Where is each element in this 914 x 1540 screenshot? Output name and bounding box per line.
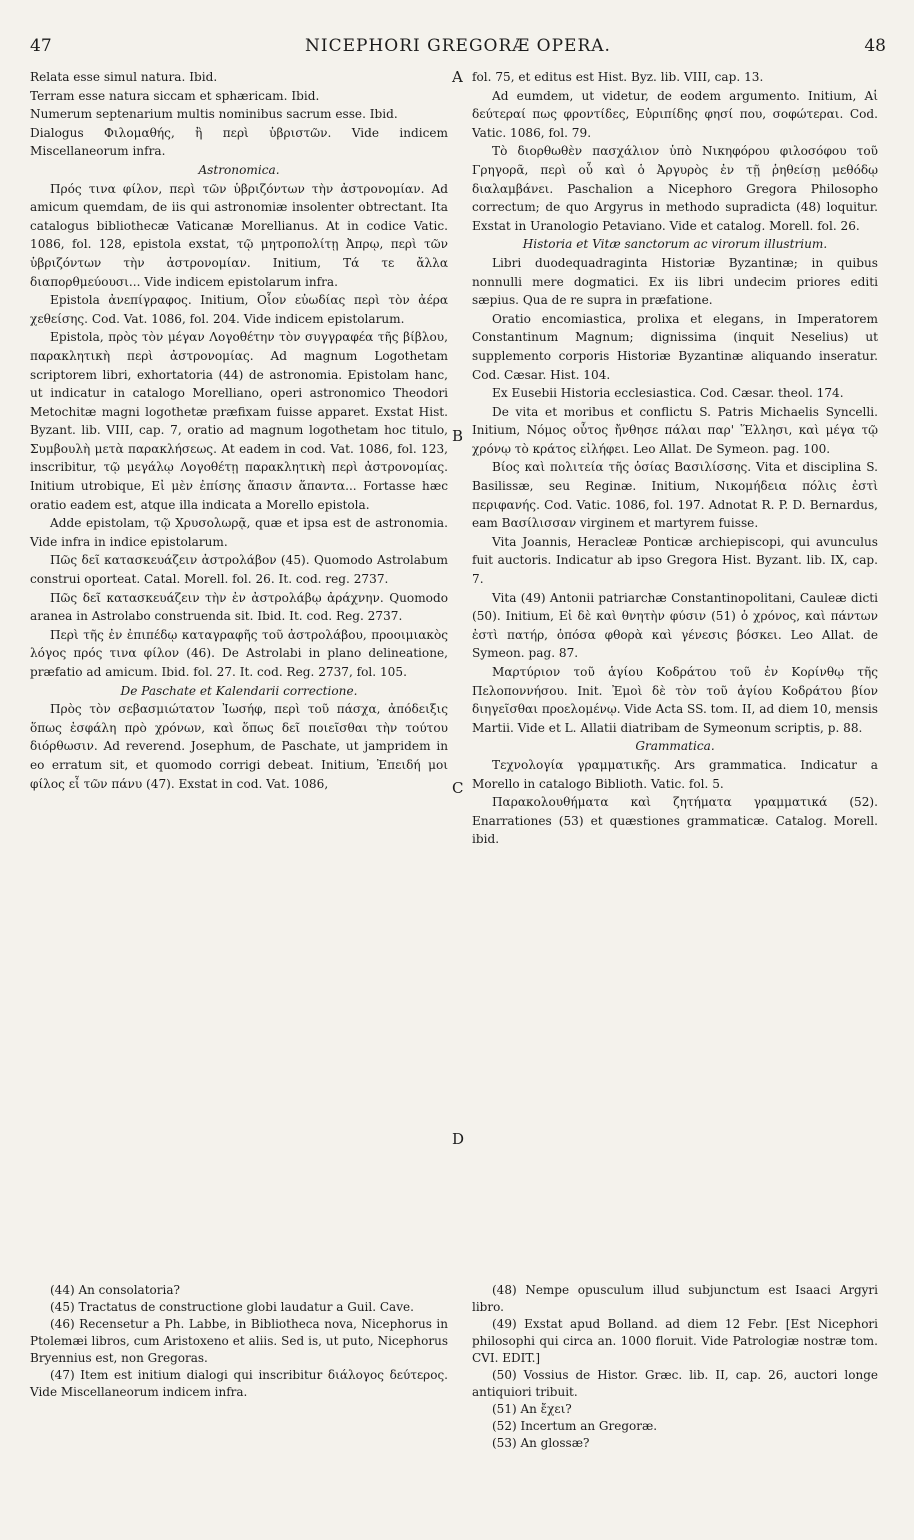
right-column — [472, 68, 878, 849]
paragraph: Πῶς δεῖ κατασκευάζειν τὴν ἐν ἀστρολάβῳ ἀράχνην. Quomodo aranea in Astrolabo construenda sit. Ibid. It. cod. Reg. 2737. — [30, 590, 448, 624]
paragraph: Μαρτύριον τοῦ ἁγίου Κοδράτου τοῦ ἐν Κορίνθῳ τῆς Πελοποννήσου. Init. Ἐμοὶ δὲ τὸν τοῦ ἁγίου Κοδράτου βίον διηγεῖσθαι προελομένῳ. Vide Acta SS. tom. II, ad diem 10, mensis Martii. Vide et L. Allatii diatribam de Symeonum scriptis, p. 88. — [472, 665, 878, 735]
paragraph: Historia et Vitæ sanctorum ac virorum illustrium. — [522, 237, 828, 252]
section-marker-b: B — [452, 427, 464, 445]
paragraph: Πρὸς τὸν σεβασμιώτατον Ἰωσήφ, περὶ τοῦ πάσχα, ἀπόδειξις ὅπως ἐσφάλη πρὸ χρόνων, καὶ ὅπως δεῖ ποιεῖσθαι τὴν τούτου διόρθωσιν. Ad reverend. Josephum, de Paschate, ut jampridem in eo erratum sit, et quomodo corrigi debeat. Initium, Ἐπειδή μοι φίλος εἶ τῶν πάνυ (47). Exstat in cod. Vat. 1086, — [30, 702, 448, 791]
paragraph: Βίος καὶ πολιτεία τῆς ὁσίας Βασιλίσσης. Vita et disciplina S. Basilissæ, seu Reginæ. Initium, Νικομήδεια πόλις ἐστὶ περιφανής. Cod. Vatic. 1086, fol. 197. Adnotat R. P. D. Bernardus, eam Βασίλισσαν virginem et martyrem fuisse. — [472, 460, 878, 531]
page-header — [30, 36, 886, 58]
paragraph: Vita (49) Antonii patriarchæ Constantinopolitani, Cauleæ dicti (50). Initium, Εἰ δὲ καὶ θνητὴν φύσιν (51) ὁ χρόνος, καὶ πάντων ἐστὶ πατήρ, ὁπόσα φθορὰ καὶ γένεσις βόσκει. Leo Allat. de Symeon. pag. 87. — [472, 590, 878, 661]
section-marker-c: C — [452, 779, 464, 797]
footnote: (52) Incertum an Gregoræ. — [492, 1419, 658, 1433]
paragraph: Ad eumdem, ut videtur, de eodem argumento. Initium, Αἱ δεύτεραί πως φροντίδες, Εὐριπίδης φησί που, σοφώτεραι. Cod. Vatic. 1086, fol. 79. — [472, 88, 878, 140]
paragraph: fol. 75, et editus est Hist. Byz. lib. VIII, cap. 13. — [472, 70, 764, 84]
paragraph: Libri duodequadraginta Historiæ Byzantinæ; in quibus nonnulli mere dogmatici. Ex iis libri undecim priores editi sæpius. Qua de re supra in præfatione. — [472, 255, 878, 308]
section-marker-d: D — [452, 1130, 465, 1148]
paragraph: Περὶ τῆς ἐν ἐπιπέδῳ καταγραφῆς τοῦ ἀστρολάβου, προοιμιακὸς λόγος πρός τινα φίλον (46). De Astrolabi in plano delineatione, præfatio ad amicum. Ibid. fol. 27. It. cod. Reg. 2737, fol. 105. — [30, 627, 448, 679]
footnote: (47) Item est initium dialogi qui inscribitur διάλογος δεύτερος. Vide Miscellaneorum indicem infra. — [30, 1368, 448, 1399]
left-column — [30, 68, 448, 793]
footnote: (44) An consolatoria? — [50, 1283, 180, 1297]
paragraph: Epistola ἀνεπίγραφος. Initium, Οἷον εὐωδίας περὶ τὸν ἀέρα χεθείσης. Cod. Vat. 1086, fol. 204. Vide indicem epistolarum. — [30, 293, 448, 326]
footnote: (48) Nempe opusculum illud subjunctum est Isaaci Argyri libro. — [472, 1283, 878, 1314]
paragraph: Oratio encomiastica, prolixa et elegans, in Imperatorem Constantinum Magnum; dignissima (inquit Neselius) ut supplemento corporis Historiæ Byzantinæ aliquando inseratur. Cod. Cæsar. Hist. 104. — [472, 311, 878, 382]
page-number-right: 48 — [864, 36, 886, 56]
paragraph: Epistola, πρὸς τὸν μέγαν Λογοθέτην τὸν συγγραφέα τῆς βίβλου, παρακλητικὴ περὶ ἀστρονομίας. Ad magnum Logothetam scriptorem libri, exhortatoria (44) de astronomia. Epistolam hanc, ut indicatur in catalogo Morelliano, operi astronomico Theodori Metochitæ magni logothetæ præfixam fuisse apparet. Exstat Hist. Byzant. lib. VIII, cap. 7, oratio ad magnum logothetam hoc titulo, Συμβουλὴ μετὰ παρακλήσεως. At eadem in cod. Vat. 1086, fol. 123, inscribitur, τῷ μεγάλῳ Λογοθέτῃ παρακλητικὴ περὶ ἀστρονομίας. Initium utrobique, Εἰ μὲν ἐπίσης ἅπασιν ἅπαντα... Fortasse hæc oratio eadem est, atque illa indicata a Morello epistola. — [30, 330, 448, 512]
paragraph: Τεχνολογία γραμματικῆς. Ars grammatica. Indicatur a Morello in catalogo Biblioth. Vatic. fol. 5. — [472, 757, 878, 791]
paragraph: Πῶς δεῖ κατασκευάζειν ἀστρολάβον (45). Quomodo Astrolabum construi oporteat. Catal. Morell. fol. 26. It. cod. reg. 2737. — [30, 553, 448, 587]
footnotes-right — [472, 1282, 878, 1452]
footnote: (46) Recensetur a Ph. Labbe, in Bibliotheca nova, Nicephorus in Ptolemæi libros, cum Aristoxeno et aliis. Sed is, ut puto, Nicephorus Bryennius est, non Gregoras. — [30, 1317, 448, 1365]
paragraph: Ex Eusebii Historia ecclesiastica. Cod. Cæsar. theol. 174. — [492, 386, 844, 401]
paragraph: De vita et moribus et conflictu S. Patris Michaelis Syncelli. Initium, Νόμος οὗτος ἤνθησε πάλαι παρ' Ἕλλησι, καὶ μέγα τῷ χρόνῳ τὸ κράτος εἰλήφει. Leo Allat. De Symeon. pag. 100. — [472, 404, 878, 456]
footnote: (50) Vossius de Histor. Græc. lib. II, cap. 26, auctori longe antiquiori tribuit. — [472, 1368, 878, 1399]
paragraph: Vita Joannis, Heracleæ Ponticæ archiepiscopi, qui avunculus fuit auctoris. Indicatur ab ipso Gregora Hist. Byzant. lib. IX, cap. 7. — [472, 534, 878, 587]
running-title: NICEPHORI GREGORÆ OPERA. — [305, 36, 611, 56]
paragraph: De Paschate et Kalendarii correctione. — [120, 683, 358, 698]
paragraph: Dialogus Φιλομαθής, ἢ περὶ ὑβριστῶν. Vide indicem Miscellaneorum infra. — [30, 125, 448, 159]
paragraph: Grammatica. — [635, 739, 715, 754]
footnote: (45) Tractatus de constructione globi laudatur a Guil. Cave. — [50, 1300, 414, 1314]
footnote: (53) An glossæ? — [492, 1436, 590, 1450]
paragraph: Relata esse simul natura. Ibid. — [30, 70, 218, 84]
footnote: (51) An ἔχει? — [492, 1402, 572, 1416]
paragraph: Adde epistolam, τῷ Χρυσολωρᾷ, quæ et ipsa est de astronomia. Vide infra in indice epistolarum. — [30, 516, 448, 549]
page-number-left: 47 — [30, 36, 52, 56]
paragraph: Terram esse natura siccam et sphæricam. Ibid. — [30, 88, 320, 103]
paragraph: Numerum septenarium multis nominibus sacrum esse. Ibid. — [30, 107, 398, 122]
section-marker-a: A — [452, 68, 463, 86]
paragraph: Παρακολουθήματα καὶ ζητήματα γραμματικά (52). Enarrationes (53) et quæstiones grammaticæ. Catalog. Morell. ibid. — [472, 795, 878, 847]
footnotes-left — [30, 1282, 448, 1401]
footnote: (49) Exstat apud Bolland. ad diem 12 Febr. [Est Nicephori philosophi qui circa an. 1000 floruit. Vide Patrologiæ nostræ tom. CVI. EDIT.] — [472, 1317, 878, 1365]
paragraph: Astronomica. — [198, 162, 280, 177]
paragraph: Πρός τινα φίλον, περὶ τῶν ὑβριζόντων τὴν ἀστρονομίαν. Ad amicum quemdam, de iis qui astronomiæ insolenter obtrectant. Ita catalogus bibliothecæ Vaticanæ Morellianus. At in codice Vatic. 1086, fol. 128, epistola exstat, τῷ μητροπολίτῃ Ἀπρῳ, περὶ τῶν ὑβριζόντων τὴν ἀστρονομίαν. Initium, Τά τε ἄλλα διαπορθμεύουσι... Vide indicem epistolarum infra. — [30, 181, 448, 289]
paragraph: Τὸ διορθωθὲν πασχάλιον ὑπὸ Νικηφόρου φιλοσόφου τοῦ Γρηγορᾶ, περὶ οὗ καὶ ὁ Ἀργυρὸς ἐν τῇ ῥηθείσῃ μεθόδῳ διαλαμβάνει. Paschalion a Nicephoro Gregora Philosopho correctum; de quo Argyrus in methodo supradicta (48) loquitur. Exstat in Uranologio Petaviano. Vide et catalog. Morell. fol. 26. — [472, 144, 878, 233]
